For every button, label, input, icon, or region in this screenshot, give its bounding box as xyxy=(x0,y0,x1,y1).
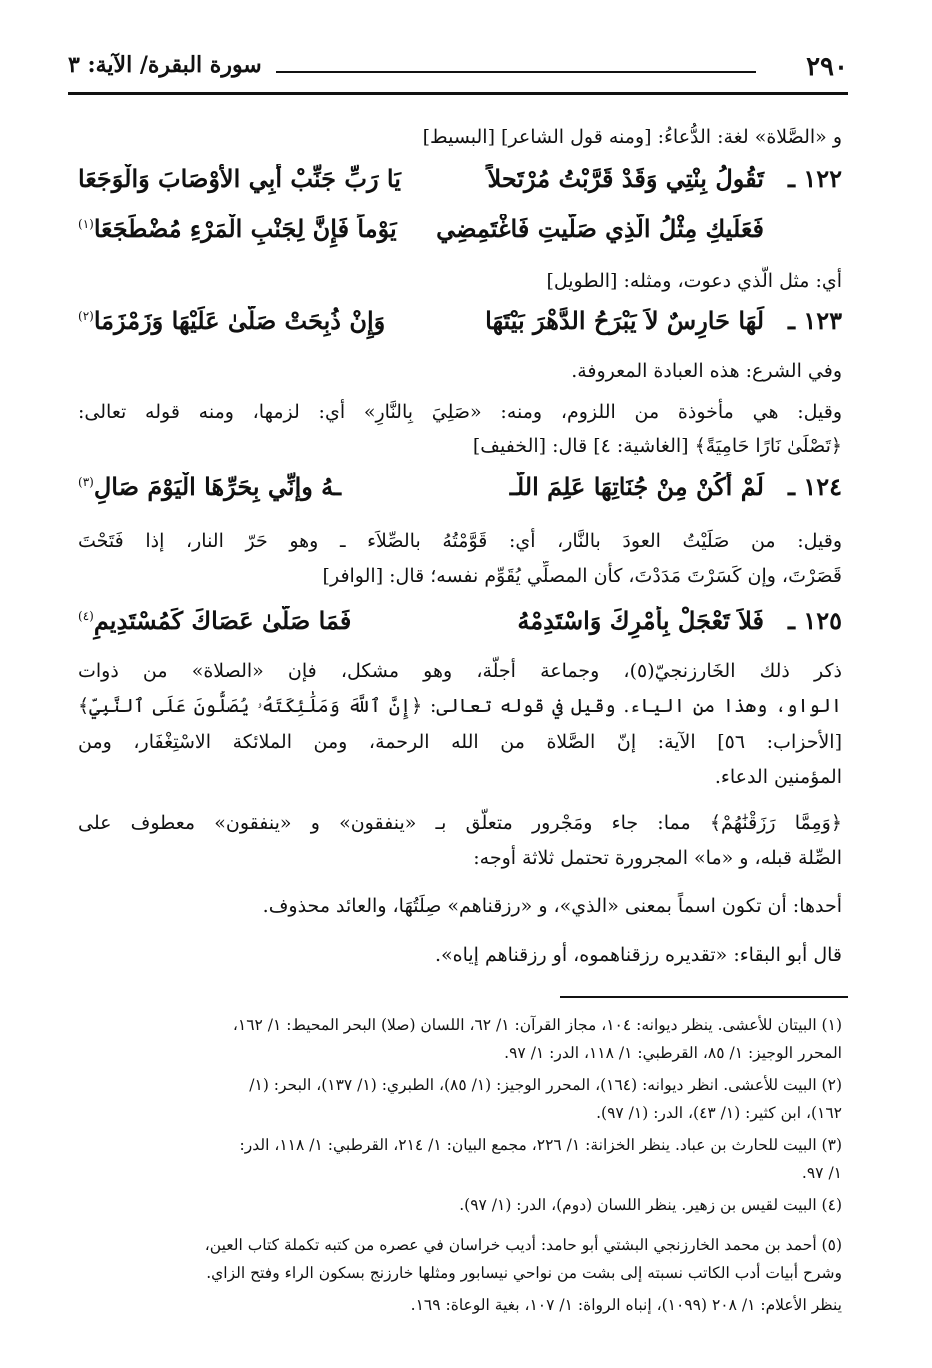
verse-number: ١٢٥ ـ xyxy=(787,606,842,635)
verse-hemistich-second: يَوْماً فَإِنَّ لِجَنْبِ الْمَرْءِ مُضْطَجَعَا$^{(١)}$ xyxy=(78,214,397,243)
page-number: ٢٩٠ xyxy=(806,52,848,82)
header-rule xyxy=(68,92,848,95)
verse-122 xyxy=(78,164,842,204)
surah-title: سورة البقرة/ الآية: ٣ xyxy=(68,52,262,78)
verse-hemistich-first: تَقُولُ بِنْتِي وَقَدْ قَرَّبْتُ مُرْتَحلاً xyxy=(487,164,764,193)
page-header xyxy=(68,52,848,86)
verse-123 xyxy=(78,306,842,346)
footnote-marker: (٤) xyxy=(78,609,94,623)
footnote-separator xyxy=(560,996,848,998)
footnote-line: (١) البيتان للأعشى. ينظر ديوانه: ١٠٤، مجاز القرآن: ١/ ٦٢، اللسان (صلا) البحر المحيط: ١/ ١٦٢، xyxy=(232,1016,842,1034)
footnote-line: ١٦٢)، ابن كثير: (١/ ٤٣)، الدر: (١/ ٩٧). xyxy=(596,1104,842,1122)
footnote-marker: (٣) xyxy=(78,475,94,489)
body-line: وفي الشرع: هذه العبادة المعروفة. xyxy=(571,360,842,382)
verse-hemistich-first: فَلاَ تَعْجَلْ بِأَمْرِكَ وَاسْتَدِمْهُ xyxy=(517,606,764,635)
verse-number: ١٢٤ ـ xyxy=(787,472,842,501)
footnote-marker: (٢) xyxy=(78,309,94,323)
body-line: الواو، وهذا من الياء. وقيل في قوله تعالى: ﴿إِنَّ ٱللَّهَ وَمَلَٰٓئِكَتَهُۥ يُصَلُّونَ عَلَى ٱلنَّبِيِّ﴾ xyxy=(78,695,842,717)
body-line: [الأحزاب: ٥٦] الآية: إنّ الصَّلاة من الله الرحمة، ومن الملائكة الاسْتِغْفَار، ومن xyxy=(78,731,842,753)
body-line: قال أبو البقاء: «تقديره رزقناهموه، أو رزقناهم إياه». xyxy=(434,944,842,966)
footnote-line: (٣) البيت للحارث بن عباد. ينظر الخزانة: ١/ ٢٢٦، مجمع البيان: ١/ ٢١٤، القرطبي: ١/ ١١٨، الدر: xyxy=(239,1136,842,1154)
footnote-line: المحرر الوجيز: ١/ ٨٥، القرطبي: ١/ ١١٨، الدر: ١/ ٩٧. xyxy=(504,1044,842,1062)
footnote-line: وشرح أبيات أدب الكاتب نسبته إلى بشت من نواحي نيسابور ومثلها خارزنج بسكون الراء وفتح الزاي. xyxy=(206,1264,842,1282)
footnote-line: (٥) أحمد بن محمد الخارزنجي البشتي أبو حامد: أديب خراسان في عصره من كتبه تكملة كتاب العين، xyxy=(204,1236,842,1254)
verse-124 xyxy=(78,472,842,512)
verse-hemistich-second: فَمَا صَلَّىٰ عَصَاكَ كَمُسْتَدِيمِ$^{(٤)}$ xyxy=(78,606,352,635)
footnote-line: (٤) البيت لقيس بن زهير. ينظر اللسان (دوم)، الدر: (١/ ٩٧). xyxy=(459,1196,842,1214)
footnote-line: ينظر الأعلام: ١/ ٢٠٨ (١٠٩٩)، إنباه الرواة: ١/ ١٠٧، بغية الوعاة: ١٦٩. xyxy=(410,1296,842,1314)
body-line: الصِّلة قبله، و «ما» المجرورة تحتمل ثلاثة أوجه: xyxy=(473,847,842,869)
body-line: أي: مثل الَّذي دعوت، ومثله: [الطويل] xyxy=(546,270,842,292)
body-line: أحدها: أن تكون اسماً بمعنى «الذي»، و «رزقناهم» صِلَتُهَا، والعائد محذوف. xyxy=(262,895,842,917)
header-line xyxy=(276,71,756,73)
footnote-line: ١/ ٩٧. xyxy=(801,1164,842,1182)
verse-number: ١٢٣ ـ xyxy=(787,306,842,335)
body-line: ذكر ذلك الخَارزنجيّ(٥)، وجماعة أجلّة، وهو مشكل، فإن «الصلاة» من ذوات xyxy=(78,660,842,682)
verse-hemistich-first: لَمْ أَكُنْ مِنْ جُنَاتِهَا عَلِمَ اللَّـ xyxy=(509,472,764,501)
verse-hemistich-second: يَا رَبِّ جَنِّبْ أَبِي الأَوْصَابَ وَالْوَجَعَا xyxy=(78,164,401,193)
body-line: وقيل: هي مأخوذة من اللزوم، ومنه: «صَلِيَ بِالنَّارِ» أي: لزمها، ومنه قوله تعالى: xyxy=(78,401,842,423)
verse-hemistich-second: ـهُ وإنِّي بِحَرِّهَا الْيَوْمَ صَالِ$^{(٣)}$ xyxy=(78,472,342,501)
verse-number: ١٢٢ ـ xyxy=(787,164,842,193)
body-line: وقيل: من صَلَيْتُ العودَ بالنَّار، أي: قَوَّمْتُهُ بالصِّلاَء ـ وهو حَرّ النار، إذا فَتَحْتَ xyxy=(78,530,842,552)
body-line: ﴿تَصْلَىٰ نَارًا حَامِيَةً﴾ [الغاشية: ٤] قال: [الخفيف] xyxy=(472,435,842,457)
verse-125 xyxy=(78,606,842,646)
verse-hemistich-second: وَإِنْ ذُبِحَتْ صَلَّىٰ عَلَيْهَا وَزَمْزَمَا$^{(٢)}$ xyxy=(78,306,386,335)
body-line: المؤمنين الدعاء. xyxy=(714,766,842,788)
verse-hemistich-first: فَعَلَيكِ مِثْلُ الَّذِي صَلَّيتِ فَاغْتَمِضِي xyxy=(436,214,764,243)
footnote-line: (٢) البيت للأعشى. انظر ديوانه: (١٦٤)، المحرر الوجيز: (١/ ٨٥)، الطبري: (١/ ١٣٧)، البحر: (١/ xyxy=(249,1076,842,1094)
verse-hemistich-first: لَهَا حَارِسٌ لاَ يَبْرَحُ الدَّهْرَ بَيْتَهَا xyxy=(485,306,764,335)
verse-122-second xyxy=(78,214,842,254)
body-line: و «الصَّلاة» لغة: الدُّعاءُ: [ومنه قول الشاعر] [البسيط] xyxy=(422,126,842,148)
body-line: ﴿وَمِمَّا رَزَقْنَٰهُمْ﴾ مما: جاء ومَجْرور متعلّق بـ «ينفقون» و «ينفقون» معطوف على xyxy=(78,812,842,834)
footnote-marker: (١) xyxy=(78,217,94,231)
body-line: قَصَرْتَ، وإن كَسَرْتَ مَدَدْتَ، كأن المصلِّي يُقَوِّم نفسه؛ قال: [الوافر] xyxy=(322,565,842,587)
